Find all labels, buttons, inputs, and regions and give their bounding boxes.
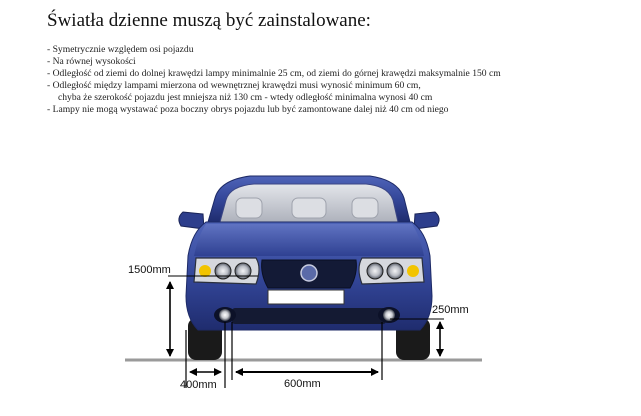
right-headlight — [359, 258, 424, 284]
seat-middle — [292, 198, 326, 218]
right-daytime-lamp — [378, 307, 400, 323]
brand-emblem — [301, 265, 317, 281]
rule-lamp-distance: - Odległość między lampami mierzona od wewnętrznej krawędzi musi wynosić minimum 60 cm, — [47, 80, 421, 91]
rule-symmetric: - Symetrycznie względem osi pojazdu — [47, 44, 194, 55]
between-lamps-label: 600mm — [284, 378, 321, 390]
rule-same-height: - Na równej wysokości — [47, 56, 136, 67]
max-height-label: 1500mm — [128, 264, 171, 276]
seat-left — [236, 198, 262, 218]
min-height-label: 250mm — [432, 304, 469, 316]
rule-lamp-distance-exception: chyba że szerokość pojazdu jest mniejsza niż 130 cm - wtedy odległość minimalna wynosi 40 cm — [58, 92, 433, 103]
left-headlight — [194, 258, 259, 284]
lower-intake — [232, 308, 386, 324]
seat-right — [352, 198, 378, 218]
car-hood — [194, 224, 424, 256]
rule-height-range: - Odległość od ziemi do dolnej krawędzi lampy minimalnie 25 cm, od ziemi do górnej krawędzi maksymalnie 150 cm — [47, 68, 501, 79]
licence-plate — [268, 290, 344, 304]
rule-side-outline: - Lampy nie mogą wystawać poza boczny obrys pojazdu lub być zamontowane dalej niż 40 cm od niego — [47, 104, 449, 115]
page-title: Światła dzienne muszą być zainstalowane: — [47, 10, 371, 31]
side-distance-label: 400mm — [180, 379, 217, 391]
left-daytime-lamp — [214, 307, 236, 323]
